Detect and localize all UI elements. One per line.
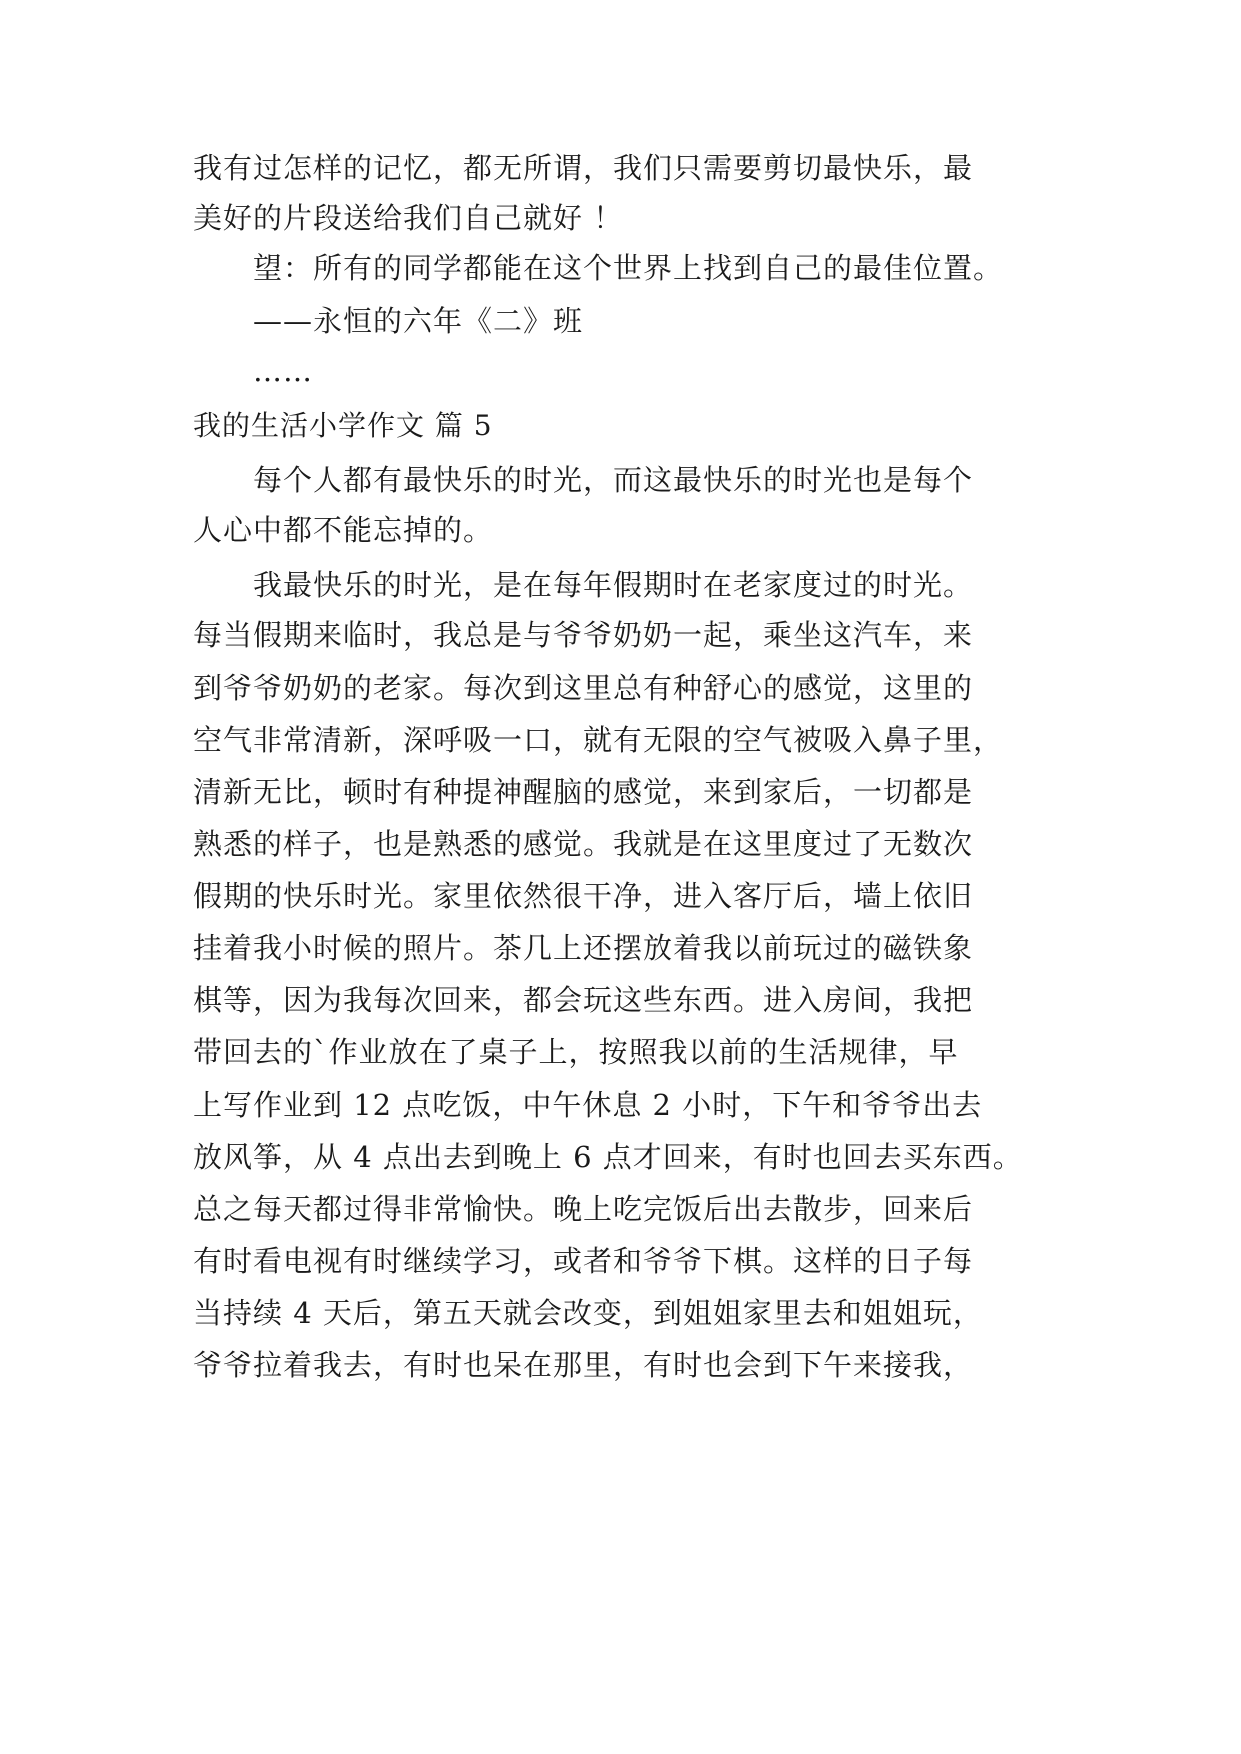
paragraph2-line-12: 放风筝，从 4 点出去到晚上 6 点才回来，有时也回去买东西。 <box>193 1140 1023 1174</box>
paragraph2-line-4: 空气非常清新，深呼吸一口，就有无限的空气被吸入鼻子里， <box>193 723 1004 757</box>
paragraph2-line-6: 熟悉的样子，也是熟悉的感觉。我就是在这里度过了无数次 <box>193 827 974 861</box>
paragraph2-line-1: 我最快乐的时光，是在每年假期时在老家度过的时光。 <box>253 568 974 602</box>
paragraph2-line-2: 每当假期来临时，我总是与爷爷奶奶一起，乘坐这汽车，来 <box>193 618 974 652</box>
intro-line-2: 美好的片段送给我们自己就好 ！ <box>193 201 624 235</box>
paragraph2-line-16: 爷爷拉着我去，有时也呆在那里，有时也会到下午来接我， <box>193 1348 974 1382</box>
paragraph2-line-3: 到爷爷奶奶的老家。每次到这里总有种舒心的感觉，这里的 <box>193 671 974 705</box>
paragraph2-line-10: 带回去的`作业放在了桌子上，按照我以前的生活规律，早 <box>193 1035 959 1069</box>
paragraph1-line-2: 人心中都不能忘掉的。 <box>193 513 494 547</box>
paragraph2-line-15: 当持续 4 天后，第五天就会改变，到姐姐家里去和姐姐玩， <box>193 1296 983 1330</box>
paragraph2-line-9: 棋等，因为我每次回来，都会玩这些东西。进入房间，我把 <box>193 983 974 1017</box>
paragraph1-line-1: 每个人都有最快乐的时光，而这最快乐的时光也是每个 <box>253 463 974 497</box>
ellipsis-line: …… <box>253 354 313 388</box>
paragraph2-line-14: 有时看电视有时继续学习，或者和爷爷下棋。这样的日子每 <box>193 1244 974 1278</box>
paragraph2-line-13: 总之每天都过得非常愉快。晚上吃完饭后出去散步，回来后 <box>193 1192 974 1226</box>
section-heading: 我的生活小学作文 篇 5 <box>193 409 493 442</box>
signature-line: ——永恒的六年《二》班 <box>253 304 584 338</box>
intro-line-1: 我有过怎样的记忆，都无所谓，我们只需要剪切最快乐，最 <box>193 151 974 185</box>
wish-line: 望：所有的同学都能在这个世界上找到自己的最佳位置。 <box>253 251 1004 285</box>
paragraph2-line-11: 上写作业到 12 点吃饭，中午休息 2 小时，下午和爷爷出去 <box>193 1088 983 1122</box>
paragraph2-line-8: 挂着我小时候的照片。茶几上还摆放着我以前玩过的磁铁象 <box>193 931 974 965</box>
paragraph2-line-7: 假期的快乐时光。家里依然很干净，进入客厅后，墙上依旧 <box>193 879 974 913</box>
paragraph2-line-5: 清新无比，顿时有种提神醒脑的感觉，来到家后，一切都是 <box>193 775 974 809</box>
